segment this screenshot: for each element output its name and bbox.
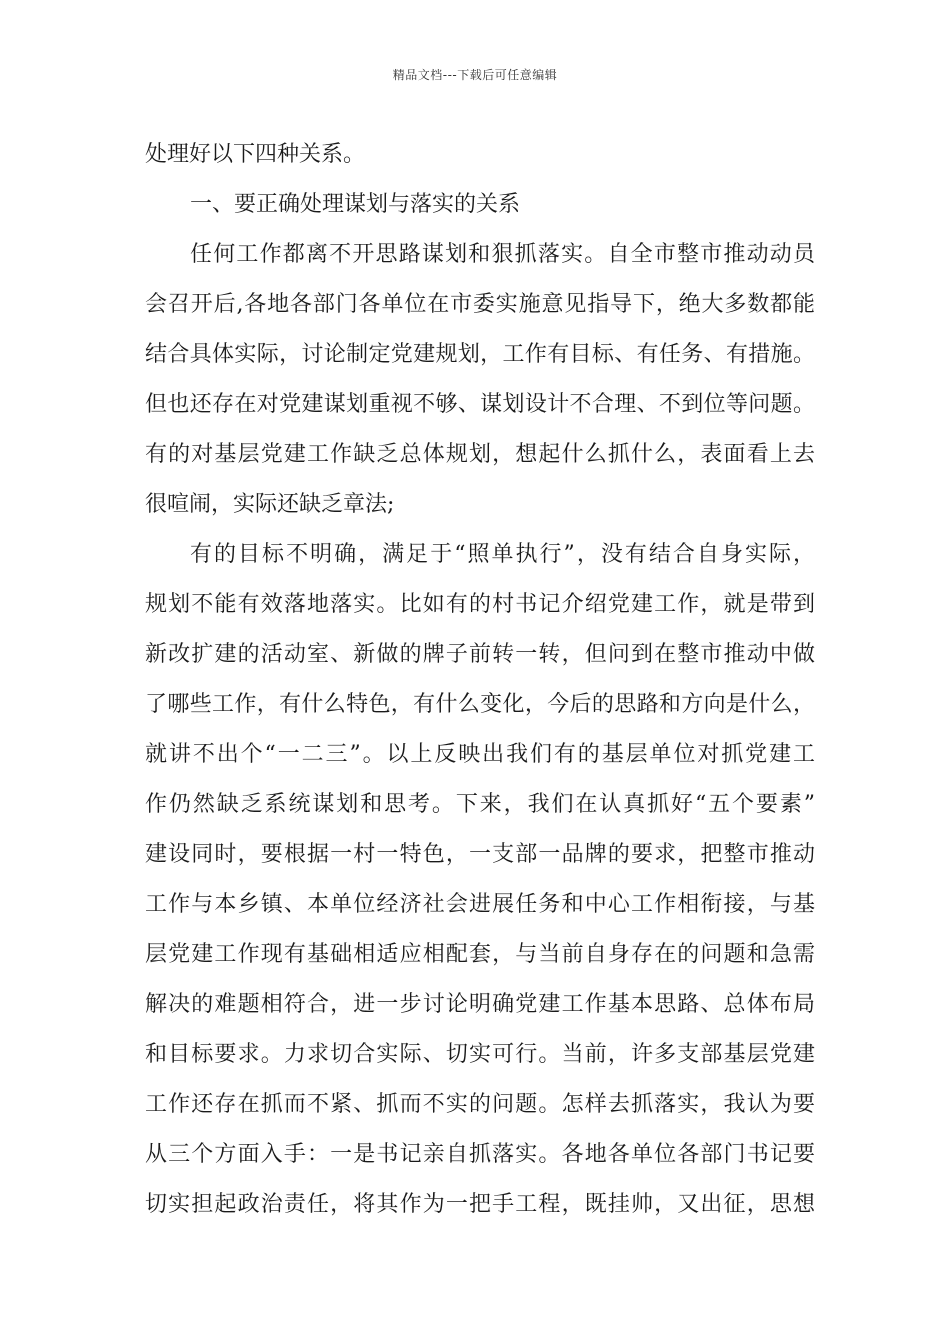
text-line-20: 工作还存在抓而不紧、抓而不实的问题。怎样去抓落实，我认为要 xyxy=(145,1092,815,1117)
text-line-15: 建设同时，要根据一村一特色，一支部一品牌的要求，把整市推动 xyxy=(145,842,815,867)
text-line-4: 会召开后,各地各部门各单位在市委实施意见指导下，绝大多数都能 xyxy=(145,292,815,317)
text-line-17: 层党建工作现有基础相适应相配套，与当前自身存在的问题和急需 xyxy=(145,942,815,967)
text-line-9: 有的目标不明确，满足于“照单执行”，没有结合自身实际， xyxy=(190,542,815,567)
text-line-5: 结合具体实际，讨论制定党建规划，工作有目标、有任务、有措施。 xyxy=(145,342,815,367)
text-line-3: 任何工作都离不开思路谋划和狠抓落实。自全市整市推动动员 xyxy=(190,242,815,267)
text-line-21: 从三个方面入手：一是书记亲自抓落实。各地各单位各部门书记要 xyxy=(145,1142,815,1167)
text-line-8: 很喧闹，实际还缺乏章法; xyxy=(145,492,395,517)
page-header: 精品文档---下载后可任意编辑 xyxy=(392,68,558,82)
text-line-1: 处理好以下四种关系。 xyxy=(145,142,366,167)
text-line-16: 工作与本乡镇、本单位经济社会进展任务和中心工作相衔接，与基 xyxy=(145,892,815,917)
section-heading: 一、要正确处理谋划与落实的关系 xyxy=(190,192,521,217)
text-line-12: 了哪些工作，有什么特色，有什么变化，今后的思路和方向是什么， xyxy=(145,692,815,717)
text-line-18: 解决的难题相符合，进一步讨论明确党建工作基本思路、总体布局 xyxy=(145,992,815,1017)
text-line-22: 切实担起政治责任，将其作为一把手工程，既挂帅，又出征，思想 xyxy=(145,1192,815,1217)
text-line-10: 规划不能有效落地落实。比如有的村书记介绍党建工作，就是带到 xyxy=(145,592,815,617)
text-line-13: 就讲不出个“一二三”。以上反映出我们有的基层单位对抓党建工 xyxy=(145,742,815,767)
text-line-19: 和目标要求。力求切合实际、切实可行。当前，许多支部基层党建 xyxy=(145,1042,815,1067)
text-line-14: 作仍然缺乏系统谋划和思考。下来，我们在认真抓好“五个要素” xyxy=(145,792,815,817)
text-line-6: 但也还存在对党建谋划重视不够、谋划设计不合理、不到位等问题。 xyxy=(145,392,815,417)
text-line-11: 新改扩建的活动室、新做的牌子前转一转，但问到在整市推动中做 xyxy=(145,642,815,667)
text-line-7: 有的对基层党建工作缺乏总体规划，想起什么抓什么，表面看上去 xyxy=(145,442,815,467)
